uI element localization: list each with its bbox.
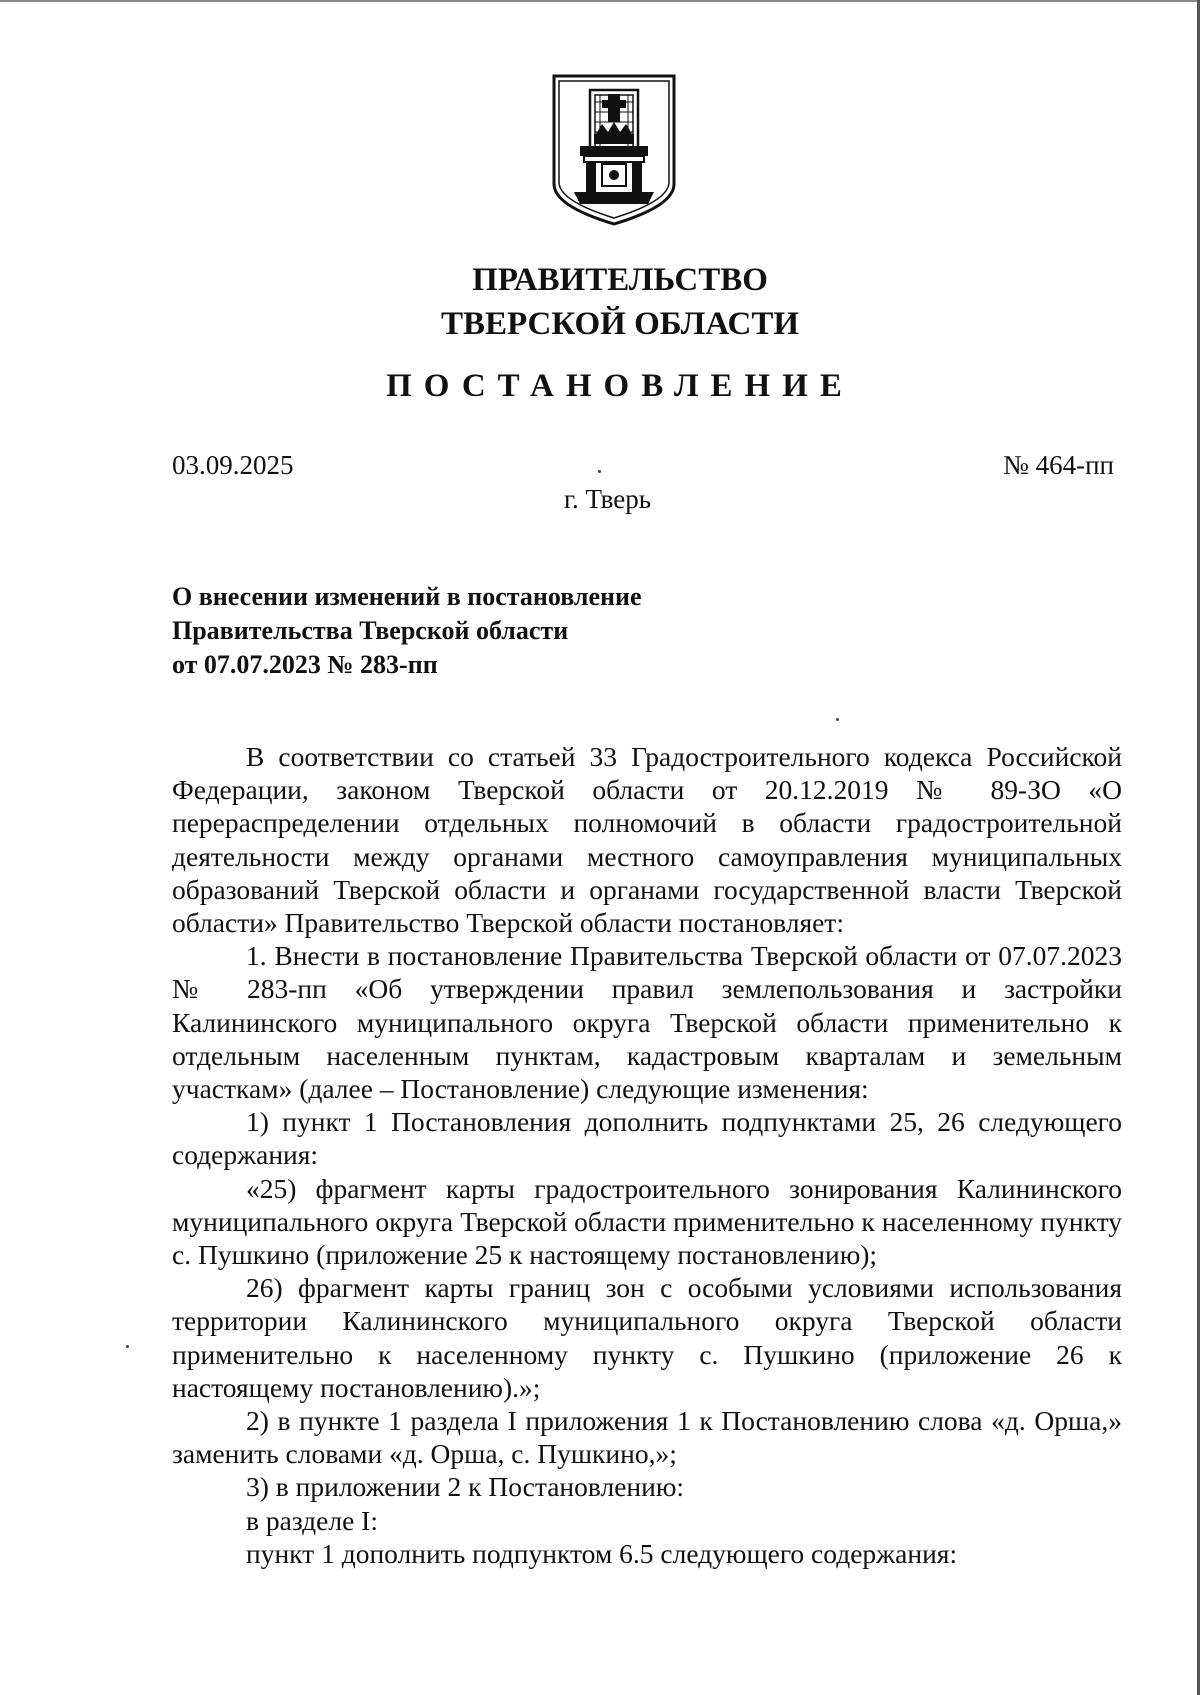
document-city: г. Тверь [563,484,652,514]
document-date: 03.09.2025 [172,450,294,480]
document-number: № 464-пп [1003,450,1114,480]
scan-edge-top [0,0,1200,2]
document-body [172,740,1122,1570]
body-paragraph: 1. Внести в постановление Правительства Тверской области от 07.07.2023 № 283-пп «Об утверждении правил землепользования и застройки Калининского муниципального округа Тверской области применительно к отдельным населенным пунктам, кадастровым кварталам и земельным участкам» (далее – Постановление) следующие изменения: [172,940,1122,1105]
document-subject [172,580,872,682]
scan-speck [836,718,839,721]
tver-coat-of-arms-icon [550,72,678,227]
body-paragraph: в разделе I: [246,1504,378,1536]
body-paragraph: 3) в приложении 2 к Постановлению: [246,1471,685,1503]
body-paragraph: 1) пункт 1 Постановления дополнить подпунктами 25, 26 следующего содержания: [172,1106,1122,1171]
government-title [0,258,1200,346]
scan-speck [598,470,601,473]
scan-speck [126,1345,129,1348]
gov-title-line2: ТВЕРСКОЙ ОБЛАСТИ [440,306,800,342]
gov-title-line1: ПРАВИТЕЛЬСТВО [472,262,768,298]
body-paragraph: 2) в пункте 1 раздела I приложения 1 к Постановлению слова «д. Орша,» заменить словами «д. Орша, с. Пушкино,»; [172,1405,1122,1470]
subject-line1: О внесении изменений в постановление [172,582,642,611]
subject-line2: Правительства Тверской области [172,616,569,645]
document-type: ПОСТАНОВЛЕНИЕ [386,368,854,404]
body-paragraph: пункт 1 дополнить подпунктом 6.5 следующего содержания: [246,1537,958,1569]
body-paragraph: «25) фрагмент карты градостроительного зонирования Калининского муниципального округа Тверской области применительно к населенному пункту с. Пушкино (приложение 25 к настоящему постановлению); [172,1172,1122,1271]
subject-line3: от 07.07.2023 № 283-пп [172,650,438,679]
body-paragraph: 26) фрагмент карты границ зон с особыми условиями использования территории Калининского муниципального округа Тверской области применительно к населенному пункту с. Пушкино (приложение 26 к настоящему постановлению).»; [172,1272,1122,1403]
body-paragraph: В соответствии со статьей 33 Градостроительного кодекса Российской Федерации, законом Тверской области от 20.12.2019 № 89-ЗО «О перераспределении отдельных полномочий в области градостроительной деятельности между органами местного самоуправления муниципальных образований Тверской области и органами государственной власти Тверской области» Правительство Тверской области постановляет: [172,741,1122,939]
